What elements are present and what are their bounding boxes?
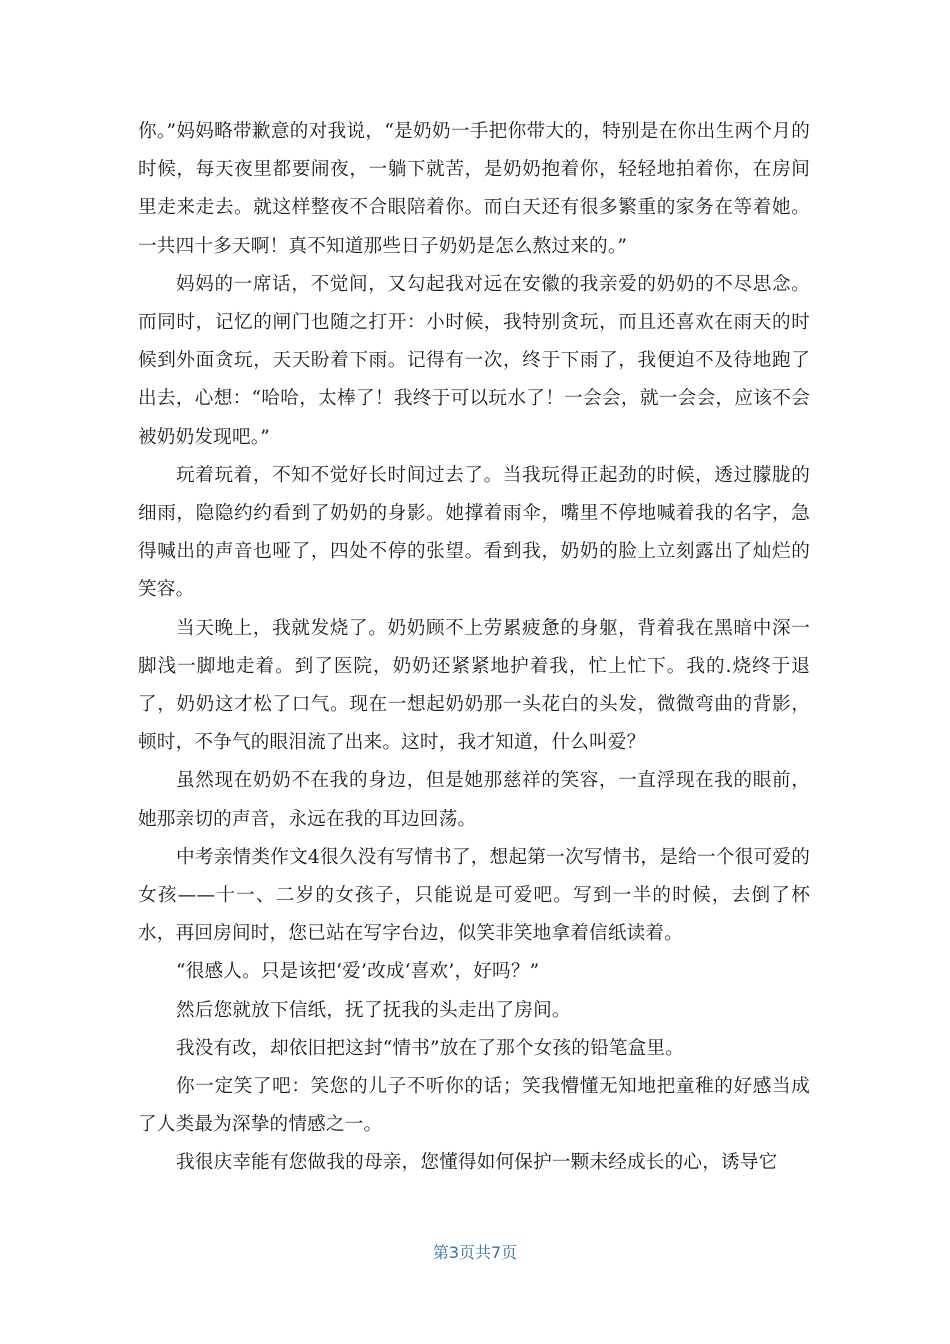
paragraph: 妈妈的一席话，不觉间，又勾起我对远在安徽的我亲爱的奶奶的不尽思念。而同时，记忆的闸门也随之打开：小时候，我特别贪玩，而且还喜欢在雨天的时候到外面贪玩，天天盼着下雨。记得有一次，终于下雨了，我便迫不及待地跑了出去，心想：“哈哈，太棒了！我终于可以玩水了！一会会，就一会会，应该不会被奶奶发现吧。” [138,273,810,448]
paragraph: 虽然现在奶奶不在我的身边，但是她那慈祥的笑容，一直浮现在我的眼前，她那亲切的声音，永远在我的耳边回荡。 [138,770,810,830]
paragraph: 你。”妈妈略带歉意的对我说，“是奶奶一手把你带大的，特别是在你出生两个月的时候，每天夜里都要闹夜，一躺下就苦，是奶奶抱着你，轻轻地拍着你，在房间里走来走去。就这样整夜不合眼陪着你。而白天还有很多繁重的家务在等着她。一共四十多天啊！真不知道那些日子奶奶是怎么熬过来的。” [138,121,810,257]
document-body [138,113,810,1183]
paragraph: 当天晚上，我就发烧了。奶奶顾不上劳累疲惫的身躯，背着我在黑暗中深一脚浅一脚地走着。到了医院，奶奶还紧紧地护着我，忙上忙下。我的.烧终于退了，奶奶这才松了口气。现在一想起奶奶那一头花白的头发，微微弯曲的背影，顿时，不争气的眼泪流了出来。这时，我才知道，什么叫爱？ [138,617,810,754]
paragraph: 然后您就放下信纸，抚了抚我的头走出了房间。 [176,999,571,1021]
paragraph: 我很庆幸能有您做我的母亲，您懂得如何保护一颗未经成长的心，诱导它 [176,1152,778,1174]
paragraph: 你一定笑了吧：笑您的儿子不听你的话；笑我懵懂无知地把童稚的好感当成了人类最为深挚的情感之一。 [138,1076,810,1136]
page-number-footer: 第3页共7页 [432,1243,518,1262]
paragraph: 玩着玩着，不知不觉好长时间过去了。当我玩得正起劲的时候，透过朦胧的细雨，隐隐约约看到了奶奶的身影。她撑着雨伞，嘴里不停地喊着我的名字，急得喊出的声音也哑了，四处不停的张望。看到我，奶奶的脸上立刻露出了灿烂的笑容。 [138,464,810,601]
paragraph: 中考亲情类作文4很久没有写情书了，想起第一次写情书，是给一个很可爱的女孩——十一、二岁的女孩子，只能说是可爱吧。写到一半的时候，去倒了杯水，再回房间时，您已站在写字台边，似笑非笑地拿着信纸读着。 [138,846,810,945]
paragraph: “很感人。只是该把‘爱’改成‘喜欢’，好吗？” [176,961,540,983]
paragraph: 我没有改，却依旧把这封“情书”放在了那个女孩的铅笔盒里。 [176,1037,685,1059]
